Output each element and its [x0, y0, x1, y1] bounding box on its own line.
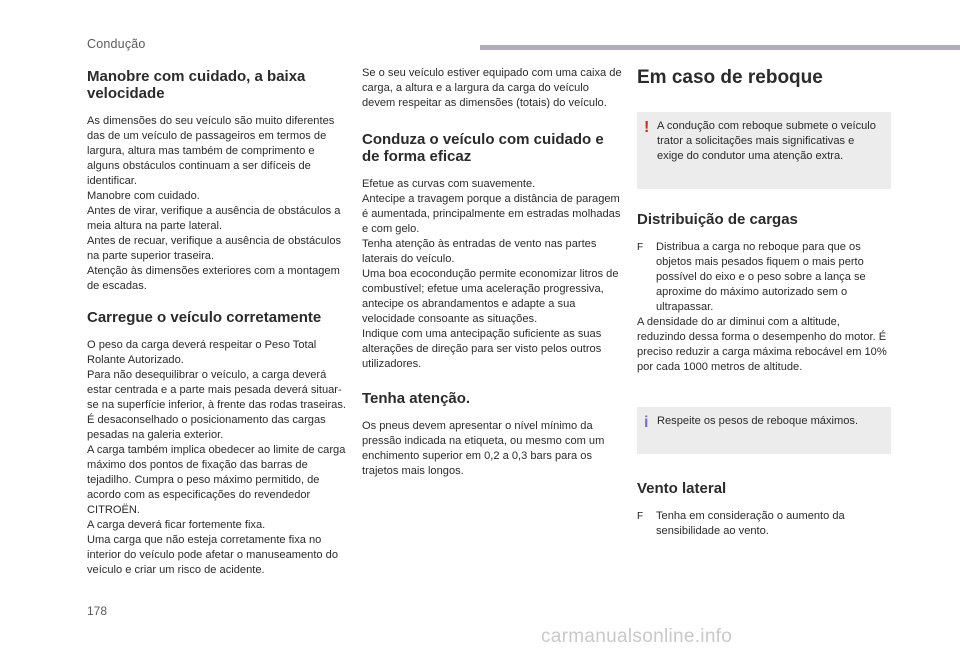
bullet-icon: F	[637, 511, 644, 522]
heading-load: Carregue o veículo corretamente	[87, 309, 322, 326]
paragraph: As dimensões do seu veículo são muito diferentes das de um veículo de passageiros em termos de largura, altura mas também de comprimento e alguns obstáculos continuam a ser difíceis de identificar.	[87, 115, 335, 187]
paragraph: Atenção às dimensões exteriores com a montagem de escadas.	[87, 265, 340, 292]
bullet-text: Distribua a carga no reboque para que os objetos mais pesados fiquem o mais perto possível do eixo e o peso sobre a lança se aproxime do máximo autorizado sem o ultrapassar.	[656, 241, 866, 313]
paragraph: Antes de virar, verifique a ausência de obstáculos a meia altura na parte lateral.	[87, 205, 341, 232]
info-note	[637, 407, 891, 454]
column-1	[87, 66, 349, 578]
section-header: Condução	[87, 37, 146, 51]
heading-towing: Em caso de reboque	[637, 67, 823, 88]
paragraph: A carga deverá ficar fortemente fixa.	[87, 519, 266, 531]
warning-icon: !	[644, 119, 650, 136]
watermark: carmanualsonline.info	[541, 626, 733, 647]
bullet-text: Tenha em consideração o aumento da sensibilidade ao vento.	[656, 510, 845, 537]
heading-load-distribution: Distribuição de cargas	[637, 211, 798, 228]
section-accent-bar	[480, 45, 960, 50]
column-3	[637, 66, 891, 539]
heading-attention: Tenha atenção.	[362, 390, 471, 407]
warning-note	[637, 112, 891, 189]
paragraph: A carga também implica obedecer ao limite de carga máximo dos pontos de fixação das barras de tejadilho. Cumpra o peso máximo permitido, de acordo com as especificações do revendedor CITROËN.	[87, 444, 346, 516]
info-text: Respeite os pesos de reboque máximos.	[657, 415, 859, 427]
paragraph: Se o seu veículo estiver equipado com uma caixa de carga, a altura e a largura da carga do veículo devem respeitar as dimensões (totais) do veículo.	[362, 67, 622, 109]
paragraph: Uma boa ecocondução permite economizar litros de combustível; efetue uma aceleração progressiva, antecipe os abrandamentos e adapte a sua velocidade consoante as situações.	[362, 268, 619, 325]
paragraph: Indique com uma antecipação suficiente as suas alterações de direção para ser visto pelos outros utilizadores.	[362, 328, 602, 370]
info-icon: i	[644, 414, 649, 431]
heading-maneuver: Manobre com cuidado, a baixa velocidade	[87, 68, 306, 102]
bullet-icon: F	[637, 242, 644, 253]
list-item	[637, 509, 891, 539]
paragraph: A densidade do ar diminui com a altitude, reduzindo dessa forma o desempenho do motor. É preciso reduzir a carga máxima rebocável em 10% por cada 1000 metros de altitude.	[637, 316, 887, 373]
column-2	[362, 66, 624, 479]
paragraph: Antecipe a travagem porque a distância de paragem é aumentada, principalmente em estradas molhadas e com gelo.	[362, 193, 621, 235]
paragraph: Antes de recuar, verifique a ausência de obstáculos na parte superior traseira.	[87, 235, 342, 262]
paragraph: Para não desequilibrar o veículo, a carga deverá estar centrada e a parte mais pesada deverá situar-se na superfície inferior, à frente das rodas traseiras.	[87, 369, 346, 411]
page-number: 178	[87, 604, 108, 618]
paragraph: Efetue as curvas com suavemente.	[362, 178, 536, 190]
paragraph: Os pneus devem apresentar o nível mínimo da pressão indicada na etiqueta, ou mesmo com um enchimento superior em 0,2 a 0,3 bars para os trajetos mais longos.	[362, 420, 605, 477]
heading-side-wind: Vento lateral	[637, 480, 727, 497]
paragraph: O peso da carga deverá respeitar o Peso Total Rolante Autorizado.	[87, 339, 317, 366]
warning-text: A condução com reboque submete o veículo trator a solicitações mais significativas e exige do condutor uma atenção extra.	[657, 120, 876, 162]
paragraph: Uma carga que não esteja corretamente fixa no interior do veículo pode afetar o manuseamento do veículo e criar um risco de acidente.	[87, 534, 339, 576]
paragraph: Tenha atenção às entradas de vento nas partes laterais do veículo.	[362, 238, 597, 265]
list-item	[637, 240, 891, 315]
paragraph: É desaconselhado o posicionamento das cargas pesadas na galeria exterior.	[87, 414, 326, 441]
paragraph: Manobre com cuidado.	[87, 190, 200, 202]
heading-drive-carefully: Conduza o veículo com cuidado e de forma eficaz	[362, 131, 604, 165]
